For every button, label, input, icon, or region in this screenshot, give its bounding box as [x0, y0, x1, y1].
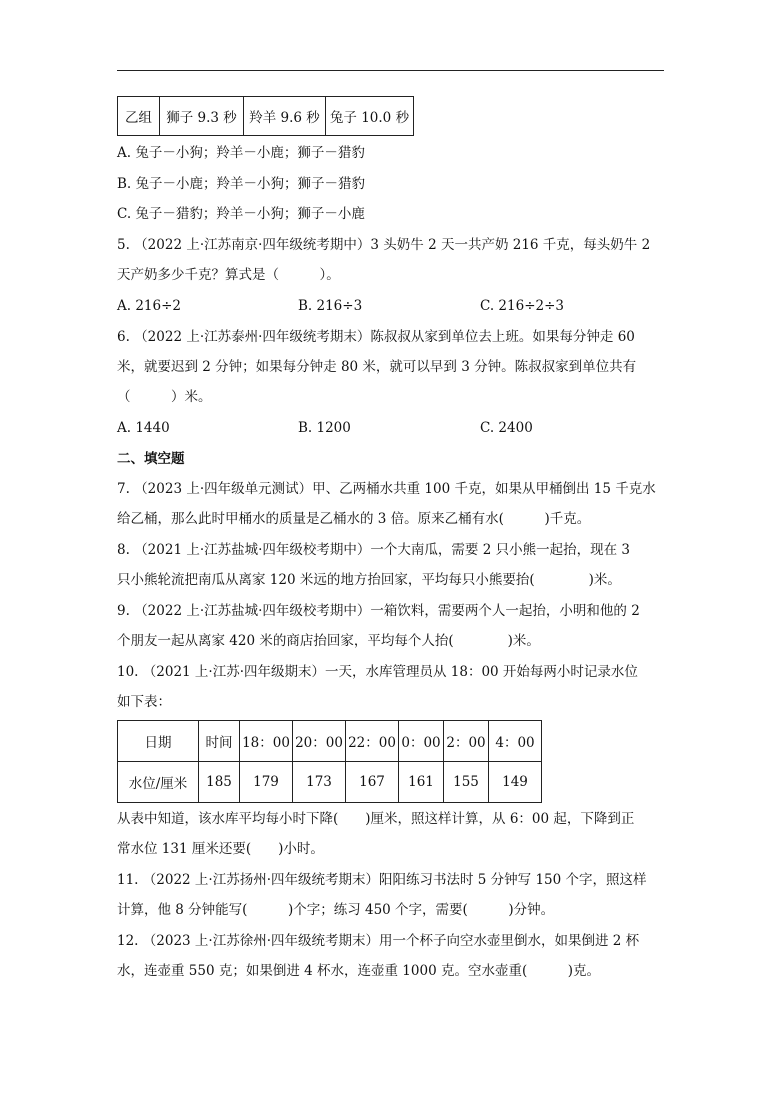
question-10-line2: 如下表： [117, 694, 171, 710]
question-12-line1: 12. （2023 上·江苏徐州·四年级统考期末）用一个杯子向空水壶里倒水，如果倒进 2 杯 [117, 933, 640, 949]
question-6-line3: （ ）米。 [117, 389, 212, 405]
table-cell: 狮子 9.3 秒 [160, 97, 244, 136]
question-6-line1: 6. （2022 上·江苏泰州·四年级统考期末）陈叔叔从家到单位去上班。如果每分钟走 60 [117, 329, 635, 345]
question-6-line2: 米，就要迟到 2 分钟；如果每分钟走 80 米，就可以早到 3 分钟。陈叔叔家到单位共有 [117, 359, 637, 375]
table-cell: 羚羊 9.6 秒 [244, 97, 326, 136]
question-9-line2: 个朋友一起从离家 420 米的商店抬回家，平均每个人抬( )米。 [117, 633, 540, 649]
question-12-line2: 水，连壶重 550 克；如果倒进 4 杯水，连壶重 1000 克。空水壶重( )克。 [117, 963, 600, 979]
table-cell: 4：00 [489, 721, 542, 762]
table-cell: 时间 [199, 721, 240, 762]
table-cell: 161 [399, 762, 444, 803]
question-9-line1: 9. （2022 上·江苏盐城·四年级校考期中）一箱饮料，需要两个人一起抬，小明和他的 2 [117, 603, 640, 619]
table-cell: 173 [293, 762, 346, 803]
table-cell: 兔子 10.0 秒 [326, 97, 414, 136]
option-c: C. 2400 [480, 420, 533, 436]
table-cell: 149 [489, 762, 542, 803]
question-8-line2: 只小熊轮流把南瓜从离家 120 米远的地方抬回家，平均每只小熊要抬( )米。 [117, 572, 621, 588]
table-cell: 155 [444, 762, 489, 803]
water-level-table [117, 720, 542, 803]
table-cell: 185 [199, 762, 240, 803]
option-b: B. 兔子－小鹿；羚羊－小狗；狮子－猎豹 [117, 176, 366, 192]
table-cell: 167 [346, 762, 399, 803]
table-cell: 水位/厘米 [118, 762, 199, 803]
question-11-line1: 11. （2022 上·江苏扬州·四年级统考期末）阳阳练习书法时 5 分钟写 150 个字，照这样 [117, 872, 647, 888]
question-8-line1: 8. （2021 上·江苏盐城·四年级校考期中）一个大南瓜，需要 2 只小熊一起抬，现在 3 [117, 542, 630, 558]
table-cell: 2：00 [444, 721, 489, 762]
table-cell: 18：00 [240, 721, 293, 762]
table-cell: 22：00 [346, 721, 399, 762]
question-5-line2: 天产奶多少千克？算式是（ ）。 [117, 267, 340, 283]
race-table [117, 96, 414, 136]
question-10-line1: 10. （2021 上·江苏·四年级期末）一天，水库管理员从 18：00 开始每两小时记录水位 [117, 664, 638, 680]
table-cell: 20：00 [293, 721, 346, 762]
table-cell: 0：00 [399, 721, 444, 762]
option-a: A. 兔子－小狗；羚羊－小鹿；狮子－猎豹 [117, 145, 365, 161]
question-11-line2: 计算，他 8 分钟能写( )个字；练习 450 个字，需要( )分钟。 [117, 902, 555, 918]
question-10-line4: 常水位 131 厘米还要( )小时。 [117, 841, 324, 857]
header-rule [117, 70, 664, 71]
question-5-line1: 5. （2022 上·江苏南京·四年级统考期中）3 头奶牛 2 天一共产奶 216 千克，每头奶牛 2 [117, 237, 651, 253]
option-c: C. 216÷2÷3 [480, 298, 564, 314]
table-cell: 日期 [118, 721, 199, 762]
option-b: B. 216÷3 [298, 298, 363, 314]
table-cell: 179 [240, 762, 293, 803]
option-c: C. 兔子－猎豹；羚羊－小狗；狮子－小鹿 [117, 206, 365, 222]
option-a: A. 1440 [117, 420, 170, 436]
table-cell: 乙组 [118, 97, 160, 136]
section-title: 二、填空题 [117, 451, 185, 467]
question-7-line1: 7. （2023 上·四年级单元测试）甲、乙两桶水共重 100 千克，如果从甲桶倒出 15 千克水 [117, 481, 656, 497]
option-b: B. 1200 [298, 420, 351, 436]
option-a: A. 216÷2 [117, 298, 181, 314]
question-10-line3: 从表中知道，该水库平均每小时下降( )厘米，照这样计算，从 6：00 起，下降到正 [117, 811, 635, 827]
question-7-line2: 给乙桶，那么此时甲桶水的质量是乙桶水的 3 倍。原来乙桶有水( )千克。 [117, 511, 591, 527]
